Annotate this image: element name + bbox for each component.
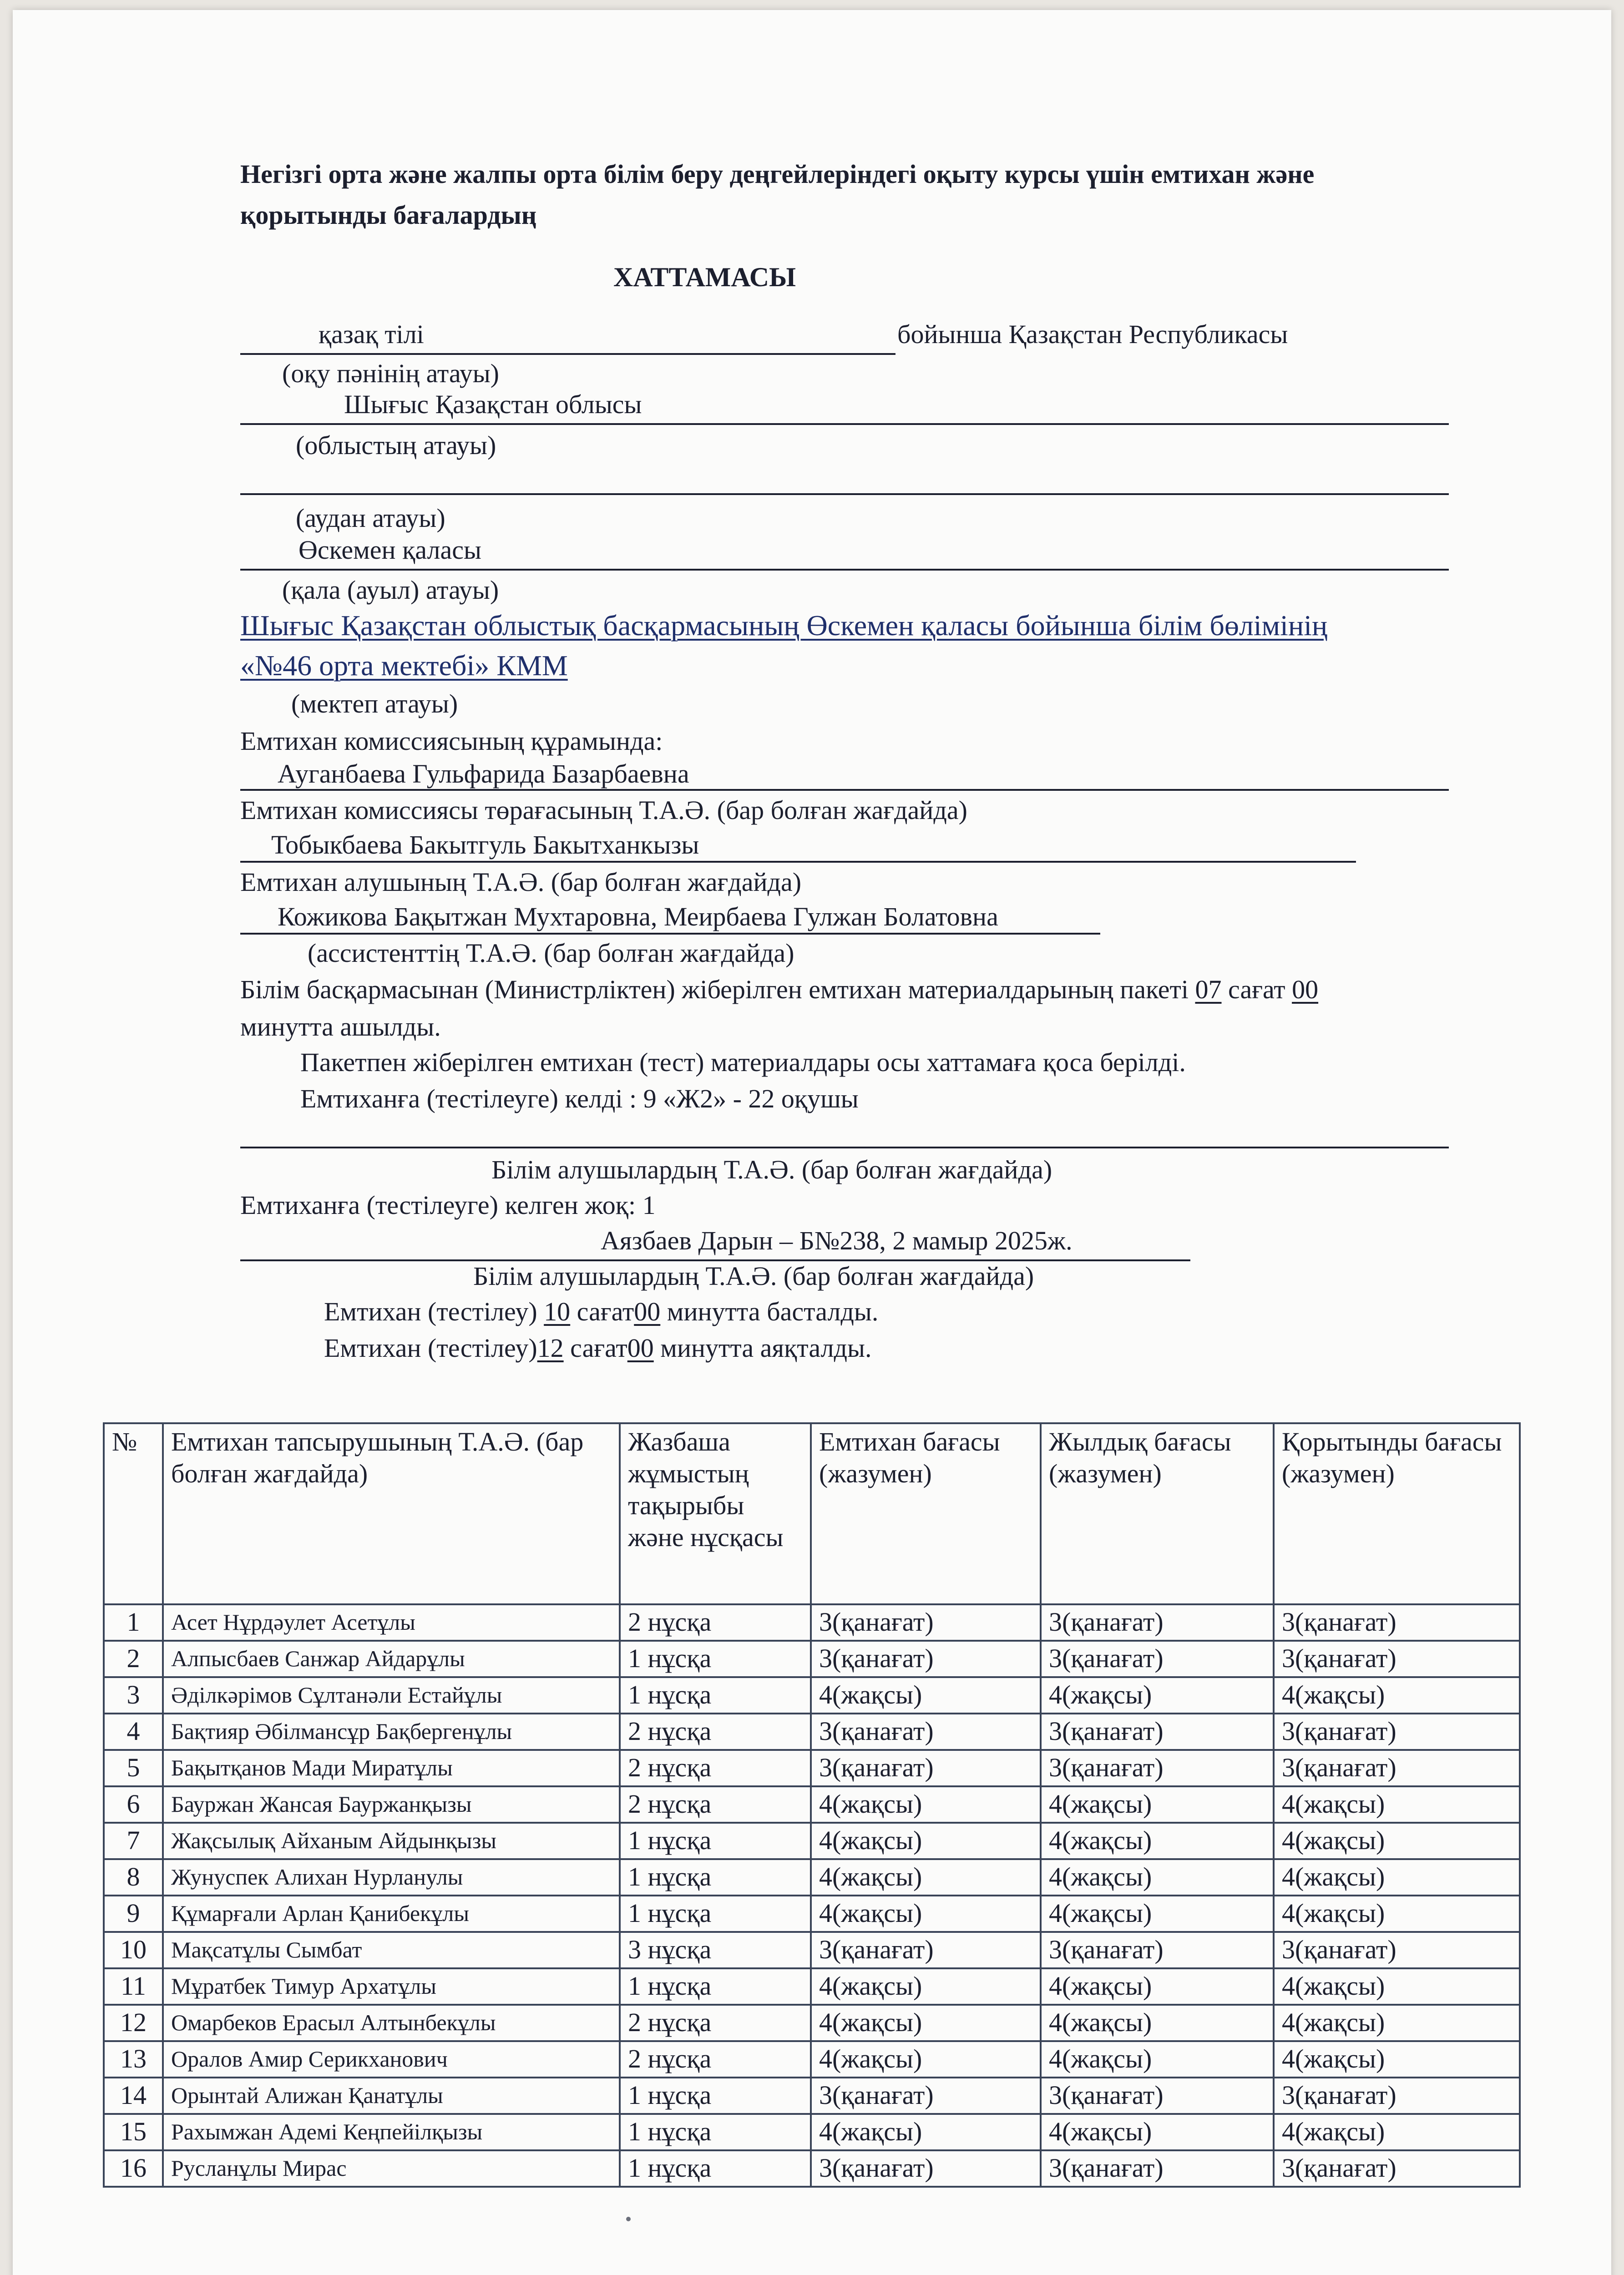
exam-grade: 4(жақсы) xyxy=(811,1823,1041,1859)
annual-grade: 4(жақсы) xyxy=(1041,2005,1274,2041)
row-number: 3 xyxy=(104,1677,163,1714)
student-name: Оралов Амир Серикханович xyxy=(163,2041,620,2078)
region-caption: (облыстың атауы) xyxy=(296,430,496,460)
table-row xyxy=(104,1641,1520,1677)
variant: 2 нұсқа xyxy=(620,2041,811,2078)
student-name: Әділкәрімов Сұлтанәли Естайұлы xyxy=(163,1677,620,1714)
row-number: 11 xyxy=(104,1968,163,2005)
student-name: Рахымжан Адемі Кеңпейілқызы xyxy=(163,2114,620,2150)
header-name: Емтихан тапсырушының Т.А.Ә. (бар болған жағдайда) xyxy=(163,1423,620,1604)
exam-grade: 4(жақсы) xyxy=(811,1786,1041,1823)
exam-grade: 3(қанағат) xyxy=(811,1714,1041,1750)
region-line xyxy=(240,423,1449,425)
table-row xyxy=(104,1932,1520,1968)
examiner-caption: Емтихан алушының Т.А.Ә. (бар болған жағдайда) xyxy=(240,867,802,897)
variant: 2 нұсқа xyxy=(620,1714,811,1750)
variant: 1 нұсқа xyxy=(620,1641,811,1677)
examiner-line xyxy=(240,861,1356,863)
annual-grade: 3(қанағат) xyxy=(1041,2150,1274,2187)
exam-grade: 3(қанағат) xyxy=(811,1641,1041,1677)
subject-caption: (оқу пәнінің атауы) xyxy=(282,359,499,388)
table-row xyxy=(104,1859,1520,1896)
variant: 3 нұсқа xyxy=(620,1932,811,1968)
subject-value: қазақ тілі xyxy=(319,319,424,349)
student-name: Омарбеков Ерасыл Алтынбекұлы xyxy=(163,2005,620,2041)
variant: 1 нұсқа xyxy=(620,1968,811,2005)
school-name-line-2: «№46 орта мектебі» КММ xyxy=(240,649,568,682)
row-number: 14 xyxy=(104,2078,163,2114)
header-exam-grade: Емтихан бағасы (жазумен) xyxy=(811,1423,1041,1604)
final-grade: 4(жақсы) xyxy=(1274,2005,1520,2041)
school-caption: (мектеп атауы) xyxy=(291,689,458,718)
final-grade: 4(жақсы) xyxy=(1274,1896,1520,1932)
exam-grade: 3(қанағат) xyxy=(811,2150,1041,2187)
final-grade: 3(қанағат) xyxy=(1274,1714,1520,1750)
variant: 1 нұсқа xyxy=(620,1896,811,1932)
annual-grade: 3(қанағат) xyxy=(1041,1604,1274,1641)
assistants-line xyxy=(240,933,1100,935)
assistants-caption: (ассистенттің Т.А.Ә. (бар болған жағдайда) xyxy=(308,938,794,968)
examiner-name: Тобыкбаева Бакытгуль Бакытханкызы xyxy=(271,830,699,859)
row-number: 13 xyxy=(104,2041,163,2078)
table-row xyxy=(104,1750,1520,1786)
protocol-title: ХАТТАМАСЫ xyxy=(613,262,796,292)
row-number: 7 xyxy=(104,1823,163,1859)
table-row xyxy=(104,1677,1520,1714)
student-name: Бақытқанов Мади Миратұлы xyxy=(163,1750,620,1786)
student-name: Орынтай Алижан Қанатұлы xyxy=(163,2078,620,2114)
row-number: 12 xyxy=(104,2005,163,2041)
annual-grade: 4(жақсы) xyxy=(1041,2114,1274,2150)
package-hour: 07 xyxy=(1195,975,1222,1004)
variant: 1 нұсқа xyxy=(620,1677,811,1714)
row-number: 10 xyxy=(104,1932,163,1968)
row-number: 1 xyxy=(104,1604,163,1641)
header-final-grade: Қорытынды бағасы (жазумен) xyxy=(1274,1423,1520,1604)
arrived-count: Емтиханға (тестілеуге) келді : 9 «Ж2» - 22 оқушы xyxy=(300,1084,859,1113)
annual-grade: 3(қанағат) xyxy=(1041,2078,1274,2114)
variant: 1 нұсқа xyxy=(620,2114,811,2150)
students-line xyxy=(240,1147,1449,1148)
header-topic: Жазбаша жұмыстың тақырыбы және нұсқасы xyxy=(620,1423,811,1604)
package-opened: минутта ашылды. xyxy=(240,1012,441,1041)
student-name: Алпысбаев Санжар Айдарұлы xyxy=(163,1641,620,1677)
final-grade: 4(жақсы) xyxy=(1274,2114,1520,2150)
final-grade: 3(қанағат) xyxy=(1274,1604,1520,1641)
package-text: Білім басқармасынан (Министрліктен) жіберілген емтихан материалдарының пакеті 07 сағат 00 xyxy=(240,975,1319,1004)
table-row xyxy=(104,2078,1520,2114)
heading-line-1: Негізгі орта және жалпы орта білім беру деңгейлеріндегі оқыту курсы үшін емтихан және xyxy=(240,159,1315,189)
exam-start: Емтихан (тестілеу) 10 сағат00 минутта басталды. xyxy=(324,1297,879,1326)
row-number: 15 xyxy=(104,2114,163,2150)
final-grade: 4(жақсы) xyxy=(1274,1968,1520,2005)
annual-grade: 3(қанағат) xyxy=(1041,1641,1274,1677)
absent-caption: Білім алушылардың Т.А.Ә. (бар болған жағдайда) xyxy=(473,1261,1034,1291)
student-name: Мұратбек Тимур Архатұлы xyxy=(163,1968,620,2005)
annual-grade: 4(жақсы) xyxy=(1041,1859,1274,1896)
city-line xyxy=(240,569,1449,571)
table-row xyxy=(104,1714,1520,1750)
students-caption: Білім алушылардың Т.А.Ә. (бар болған жағдайда) xyxy=(491,1155,1052,1184)
student-name: Асет Нұрдәулет Асетұлы xyxy=(163,1604,620,1641)
row-number: 5 xyxy=(104,1750,163,1786)
final-grade: 4(жақсы) xyxy=(1274,1859,1520,1896)
region-value: Шығыс Қазақстан облысы xyxy=(344,389,642,419)
table-row xyxy=(104,1604,1520,1641)
exam-end: Емтихан (тестілеу)12 сағат00 минутта аяқталды. xyxy=(324,1333,872,1363)
final-grade: 4(жақсы) xyxy=(1274,1786,1520,1823)
table-row xyxy=(104,1896,1520,1932)
package-minute: 00 xyxy=(1292,975,1319,1004)
package-attached: Пакетпен жіберілген емтихан (тест) материалдары осы хаттамаға қоса берілді. xyxy=(300,1047,1186,1077)
variant: 2 нұсқа xyxy=(620,1604,811,1641)
district-line xyxy=(240,493,1449,495)
row-number: 16 xyxy=(104,2150,163,2187)
subject-suffix: бойынша Қазақстан Республикасы xyxy=(897,319,1288,349)
absent-names: Аязбаев Дарын – Б№238, 2 мамыр 2025ж. xyxy=(601,1226,1073,1255)
exam-grade: 4(жақсы) xyxy=(811,1859,1041,1896)
school-name-line-1: Шығыс Қазақстан облыстық басқармасының Өскемен қаласы бойынша білім бөлімінің xyxy=(240,609,1328,642)
annual-grade: 3(қанағат) xyxy=(1041,1932,1274,1968)
final-grade: 4(жақсы) xyxy=(1274,1677,1520,1714)
annual-grade: 4(жақсы) xyxy=(1041,1786,1274,1823)
district-caption: (аудан атауы) xyxy=(296,503,445,533)
annual-grade: 3(қанағат) xyxy=(1041,1750,1274,1786)
row-number: 8 xyxy=(104,1859,163,1896)
table-header-row xyxy=(104,1423,1520,1604)
page-dot xyxy=(626,2217,631,2221)
commission-label: Емтихан комиссиясының құрамында: xyxy=(240,726,663,756)
exam-grade: 3(қанағат) xyxy=(811,1750,1041,1786)
final-grade: 4(жақсы) xyxy=(1274,1823,1520,1859)
table-row xyxy=(104,1968,1520,2005)
assistants-name: Кожикова Бақытжан Мухтаровна, Меирбаева Гулжан Болатовна xyxy=(278,902,998,931)
subject-line xyxy=(240,353,895,355)
heading-line-2: қорытынды бағалардың xyxy=(240,200,537,230)
final-grade: 3(қанағат) xyxy=(1274,1932,1520,1968)
exam-grade: 4(жақсы) xyxy=(811,1677,1041,1714)
table-row xyxy=(104,2150,1520,2187)
table-row xyxy=(104,2114,1520,2150)
exam-grade: 4(жақсы) xyxy=(811,1896,1041,1932)
table-row xyxy=(104,1823,1520,1859)
chair-name: Ауганбаева Гульфарида Базарбаевна xyxy=(278,759,689,789)
student-name: Русланұлы Мирас xyxy=(163,2150,620,2187)
exam-grade: 4(жақсы) xyxy=(811,2005,1041,2041)
table-row xyxy=(104,2005,1520,2041)
final-grade: 3(қанағат) xyxy=(1274,1641,1520,1677)
variant: 1 нұсқа xyxy=(620,2078,811,2114)
exam-grade: 4(жақсы) xyxy=(811,2041,1041,2078)
row-number: 4 xyxy=(104,1714,163,1750)
annual-grade: 4(жақсы) xyxy=(1041,1677,1274,1714)
variant: 1 нұсқа xyxy=(620,1823,811,1859)
table-row xyxy=(104,1786,1520,1823)
row-number: 2 xyxy=(104,1641,163,1677)
exam-grade: 4(жақсы) xyxy=(811,2114,1041,2150)
variant: 2 нұсқа xyxy=(620,1750,811,1786)
annual-grade: 4(жақсы) xyxy=(1041,2041,1274,2078)
final-grade: 4(жақсы) xyxy=(1274,2041,1520,2078)
header-annual-grade: Жылдық бағасы (жазумен) xyxy=(1041,1423,1274,1604)
header-number: № xyxy=(104,1423,163,1604)
variant: 1 нұсқа xyxy=(620,2150,811,2187)
row-number: 9 xyxy=(104,1896,163,1932)
city-value: Өскемен қаласы xyxy=(298,535,481,565)
student-name: Жунуспек Алихан Нурланулы xyxy=(163,1859,620,1896)
student-name: Құмарғали Арлан Қанибекұлы xyxy=(163,1896,620,1932)
student-name: Жақсылық Айханым Айдынқызы xyxy=(163,1823,620,1859)
student-name: Бақтияр Әбілмансұр Бақбергенұлы xyxy=(163,1714,620,1750)
variant: 2 нұсқа xyxy=(620,2005,811,2041)
annual-grade: 4(жақсы) xyxy=(1041,1968,1274,2005)
exam-grade: 3(қанағат) xyxy=(811,2078,1041,2114)
student-name: Бауржан Жансая Бауржанқызы xyxy=(163,1786,620,1823)
annual-grade: 4(жақсы) xyxy=(1041,1823,1274,1859)
exam-grade: 3(қанағат) xyxy=(811,1604,1041,1641)
final-grade: 3(қанағат) xyxy=(1274,1750,1520,1786)
variant: 1 нұсқа xyxy=(620,1859,811,1896)
final-grade: 3(қанағат) xyxy=(1274,2150,1520,2187)
final-grade: 3(қанағат) xyxy=(1274,2078,1520,2114)
table-row xyxy=(104,2041,1520,2078)
grades-table xyxy=(103,1422,1521,2188)
city-caption: (қала (ауыл) атауы) xyxy=(282,575,499,605)
annual-grade: 4(жақсы) xyxy=(1041,1896,1274,1932)
variant: 2 нұсқа xyxy=(620,1786,811,1823)
row-number: 6 xyxy=(104,1786,163,1823)
exam-grade: 4(жақсы) xyxy=(811,1968,1041,2005)
absent-label: Емтиханға (тестілеуге) келген жоқ: 1 xyxy=(240,1190,656,1220)
annual-grade: 3(қанағат) xyxy=(1041,1714,1274,1750)
chair-caption: Емтихан комиссиясы төрағасының Т.А.Ә. (бар болған жағдайда) xyxy=(240,795,967,825)
exam-grade: 3(қанағат) xyxy=(811,1932,1041,1968)
student-name: Мақсатұлы Сымбат xyxy=(163,1932,620,1968)
